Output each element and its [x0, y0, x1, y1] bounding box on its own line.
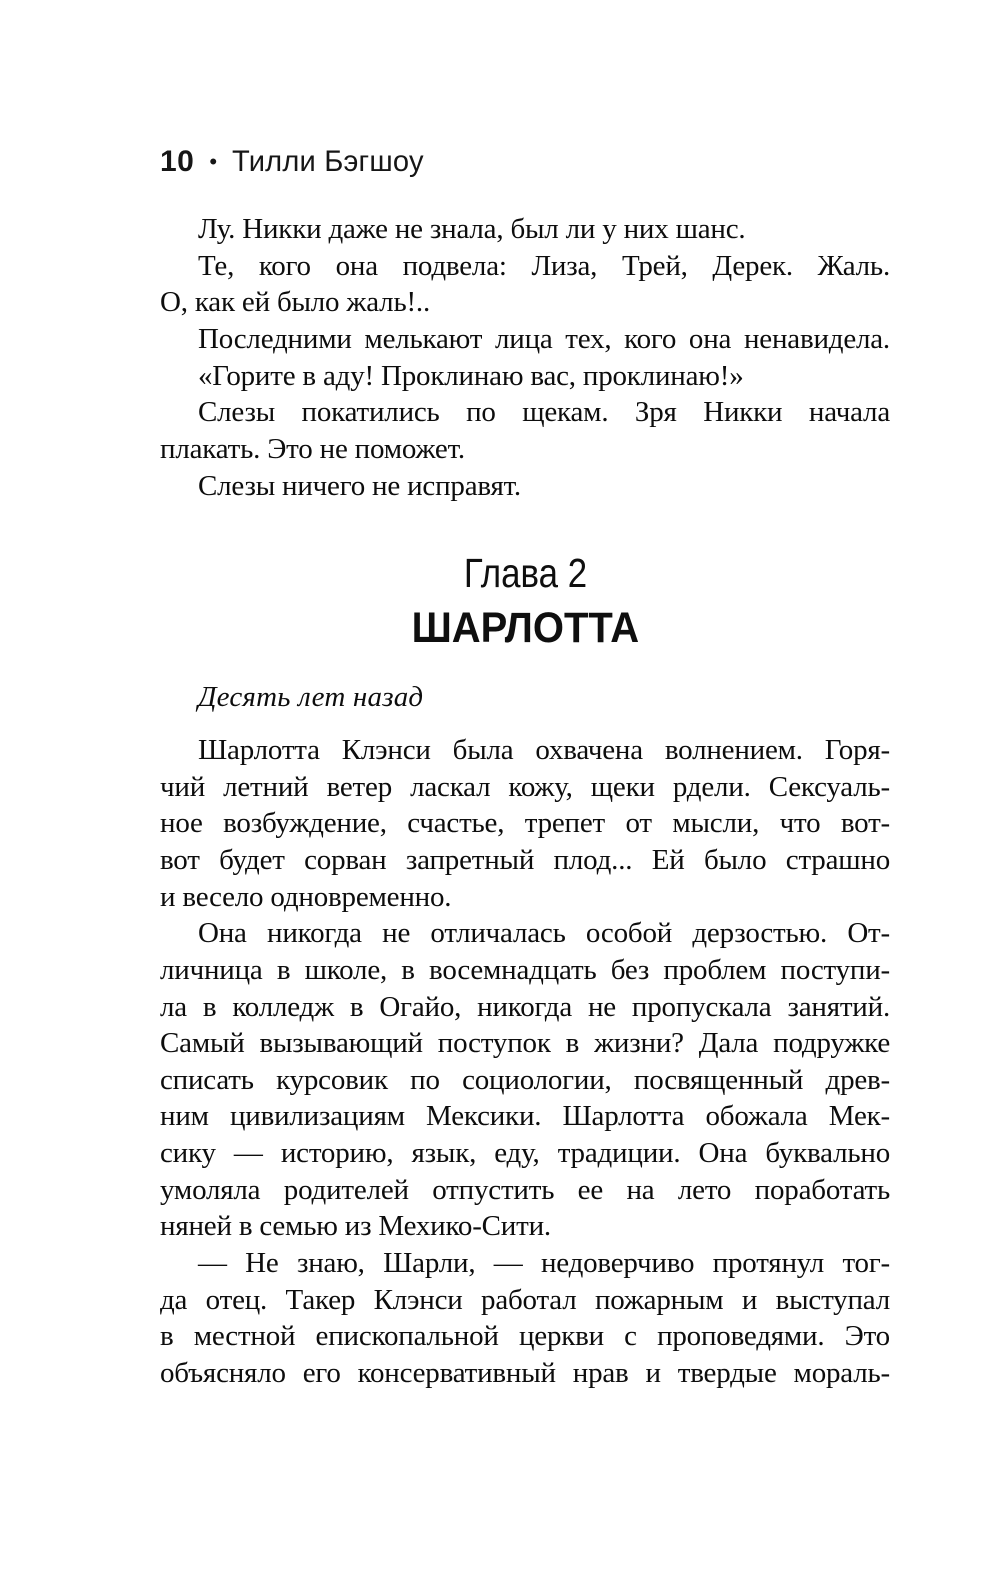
text-line: няней в семью из Мехико-Сити. — [160, 1210, 551, 1243]
text-line: ла в колледж в Огайо, никогда не пропускала занятий. — [160, 990, 890, 1023]
chapter-title-text: ШАРЛОТТА — [411, 604, 639, 653]
text-line: ное возбуждение, счастье, трепет от мысли, что вот- — [160, 807, 890, 840]
paragraph — [160, 732, 890, 915]
page-number: 10 — [160, 145, 195, 178]
text-line: «Горите в аду! Проклинаю вас, проклинаю!» — [198, 359, 744, 392]
text-line: Слезы покатились по щекам. Зря Никки начала — [198, 396, 890, 429]
text-line: да отец. Такер Клэнси работал пожарным и выступал — [160, 1283, 890, 1316]
paragraph — [160, 915, 890, 1245]
text-line: Лу. Никки даже не знала, был ли у них шанс. — [198, 213, 746, 245]
text-line: Самый вызывающий поступок в жизни? Дала подружке — [160, 1027, 890, 1060]
text-line: и весело одновременно. — [160, 880, 452, 913]
text-line: объясняло его консервативный нрав и твердые мораль- — [160, 1357, 890, 1390]
paragraph — [160, 1245, 890, 1392]
chapter-title — [160, 603, 890, 654]
running-head-author: Тилли Бэгшоу — [232, 145, 424, 178]
chapter-heading — [160, 549, 890, 654]
text-line: списать курсовик по социологии, посвященный древ- — [160, 1063, 890, 1096]
paragraph — [160, 248, 890, 321]
body-text-top — [160, 211, 890, 504]
text-line: Шарлотта Клэнси была охвачена волнением. Горя- — [198, 733, 890, 766]
text-line: личница в школе, в восемнадцать без проблем поступи- — [160, 953, 890, 986]
text-line: плакать. Это не поможет. — [160, 432, 465, 465]
paragraph — [160, 394, 890, 467]
text-line: Последними мелькают лица тех, кого она ненавидела. — [198, 322, 890, 355]
paragraph — [160, 321, 890, 358]
paragraph — [160, 211, 890, 248]
running-head — [160, 146, 890, 178]
paragraph — [160, 468, 890, 505]
paragraph — [160, 358, 890, 395]
text-line: чий летний ветер ласкал кожу, щеки рдели. Сексуаль- — [160, 770, 890, 803]
chapter-number — [160, 549, 890, 598]
text-line: вот будет сорван запретный плод... Ей было страшно — [160, 843, 890, 876]
chapter-number-text: Глава 2 — [463, 550, 587, 597]
text-line: в местной епископальной церкви с проповедями. Это — [160, 1320, 890, 1353]
text-line: Она никогда не отличалась особой дерзостью. От- — [198, 917, 890, 950]
text-line: ним цивилизациям Мексики. Шарлотта обожала Мек- — [160, 1100, 890, 1133]
text-line: — Не знаю, Шарли, — недоверчиво протянул тог- — [198, 1247, 890, 1280]
text-line: Те, кого она подвела: Лиза, Трей, Дерек. Жаль. — [198, 249, 890, 282]
body-text-bottom — [160, 732, 890, 1392]
text-line: сику — историю, язык, еду, традиции. Она буквально — [160, 1137, 890, 1170]
text-line: Слезы ничего не исправят. — [198, 469, 521, 502]
text-line: О, как ей было жаль!.. — [160, 286, 431, 319]
text-line: умоляла родителей отпустить ее на лето поработать — [160, 1173, 890, 1206]
bullet-separator-icon: • — [209, 149, 218, 174]
chapter-subtitle: Десять лет назад — [198, 681, 424, 714]
